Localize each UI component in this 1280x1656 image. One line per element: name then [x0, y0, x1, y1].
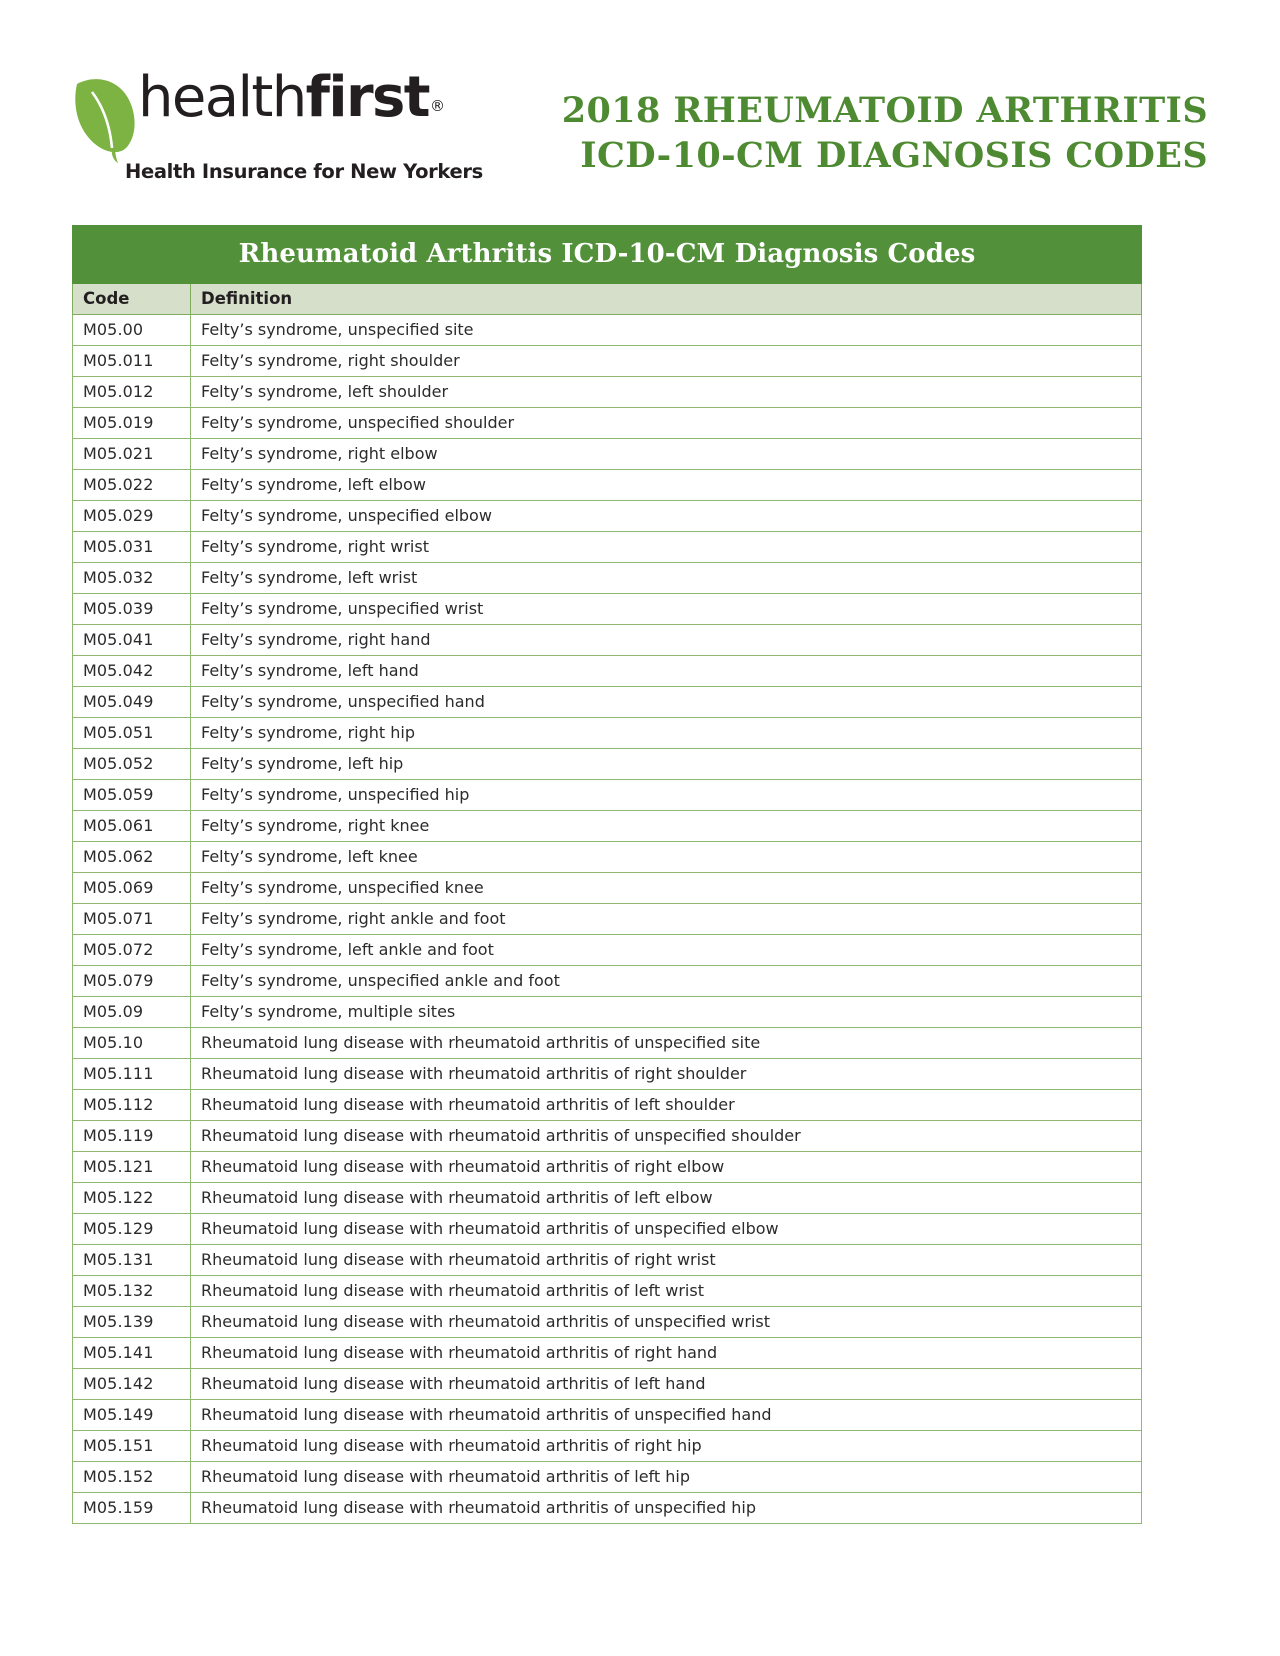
cell-code: M05.062 — [73, 842, 191, 873]
cell-definition: Rheumatoid lung disease with rheumatoid arthritis of left hip — [191, 1462, 1142, 1493]
cell-code: M05.10 — [73, 1028, 191, 1059]
table-row — [73, 1369, 1142, 1400]
cell-code: M05.061 — [73, 811, 191, 842]
cell-definition: Rheumatoid lung disease with rheumatoid arthritis of unspecified elbow — [191, 1214, 1142, 1245]
table-row — [73, 470, 1142, 501]
cell-definition: Felty’s syndrome, unspecified hand — [191, 687, 1142, 718]
cell-code: M05.041 — [73, 625, 191, 656]
table-row — [73, 1245, 1142, 1276]
codes-table-container — [72, 225, 1142, 1524]
table-row — [73, 563, 1142, 594]
cell-code: M05.072 — [73, 935, 191, 966]
table-body — [73, 315, 1142, 1524]
cell-definition: Rheumatoid lung disease with rheumatoid arthritis of unspecified hand — [191, 1400, 1142, 1431]
table-row — [73, 811, 1142, 842]
column-header-definition: Definition — [191, 284, 1142, 315]
table-row — [73, 718, 1142, 749]
cell-definition: Rheumatoid lung disease with rheumatoid arthritis of right shoulder — [191, 1059, 1142, 1090]
cell-definition: Felty’s syndrome, right knee — [191, 811, 1142, 842]
cell-code: M05.121 — [73, 1152, 191, 1183]
cell-definition: Rheumatoid lung disease with rheumatoid arthritis of left shoulder — [191, 1090, 1142, 1121]
cell-definition: Felty’s syndrome, left elbow — [191, 470, 1142, 501]
table-row — [73, 1059, 1142, 1090]
cell-code: M05.012 — [73, 377, 191, 408]
cell-code: M05.049 — [73, 687, 191, 718]
cell-code: M05.122 — [73, 1183, 191, 1214]
diagnosis-codes-table — [72, 225, 1142, 1524]
table-row — [73, 687, 1142, 718]
cell-definition: Felty’s syndrome, left ankle and foot — [191, 935, 1142, 966]
cell-definition: Rheumatoid lung disease with rheumatoid arthritis of unspecified hip — [191, 1493, 1142, 1524]
cell-code: M05.141 — [73, 1338, 191, 1369]
table-row — [73, 1152, 1142, 1183]
cell-code: M05.139 — [73, 1307, 191, 1338]
table-row — [73, 1338, 1142, 1369]
cell-definition: Rheumatoid lung disease with rheumatoid arthritis of left wrist — [191, 1276, 1142, 1307]
table-row — [73, 904, 1142, 935]
table-row — [73, 594, 1142, 625]
document-title-line-2: ICD-10-CM DIAGNOSIS CODES — [580, 135, 1208, 176]
cell-code: M05.032 — [73, 563, 191, 594]
table-row — [73, 997, 1142, 1028]
table-row — [73, 842, 1142, 873]
cell-definition: Felty’s syndrome, right elbow — [191, 439, 1142, 470]
cell-code: M05.00 — [73, 315, 191, 346]
cell-definition: Rheumatoid lung disease with rheumatoid arthritis of right hand — [191, 1338, 1142, 1369]
cell-code: M05.069 — [73, 873, 191, 904]
cell-definition: Felty’s syndrome, unspecified wrist — [191, 594, 1142, 625]
registered-trademark-icon: ® — [429, 97, 444, 115]
table-row — [73, 749, 1142, 780]
table-row — [73, 1400, 1142, 1431]
healthfirst-logo — [68, 62, 483, 183]
brand-name-light: health — [138, 65, 306, 130]
cell-code: M05.079 — [73, 966, 191, 997]
table-header-row — [73, 284, 1142, 315]
cell-definition: Felty’s syndrome, multiple sites — [191, 997, 1142, 1028]
table-row — [73, 656, 1142, 687]
table-row — [73, 1431, 1142, 1462]
brand-tagline: Health Insurance for New Yorkers — [125, 160, 483, 183]
cell-code: M05.119 — [73, 1121, 191, 1152]
brand-mark — [68, 65, 444, 164]
cell-code: M05.019 — [73, 408, 191, 439]
cell-code: M05.021 — [73, 439, 191, 470]
cell-code: M05.039 — [73, 594, 191, 625]
cell-code: M05.142 — [73, 1369, 191, 1400]
table-row — [73, 1462, 1142, 1493]
cell-definition: Rheumatoid lung disease with rheumatoid arthritis of left hand — [191, 1369, 1142, 1400]
page-header — [0, 0, 1280, 183]
cell-definition: Felty’s syndrome, unspecified shoulder — [191, 408, 1142, 439]
document-title-line-1: 2018 RHEUMATOID ARTHRITIS — [561, 90, 1208, 131]
cell-definition: Rheumatoid lung disease with rheumatoid arthritis of unspecified wrist — [191, 1307, 1142, 1338]
table-row — [73, 1090, 1142, 1121]
cell-code: M05.031 — [73, 532, 191, 563]
cell-definition: Felty’s syndrome, right hand — [191, 625, 1142, 656]
cell-definition: Rheumatoid lung disease with rheumatoid arthritis of right hip — [191, 1431, 1142, 1462]
table-row — [73, 1276, 1142, 1307]
cell-definition: Felty’s syndrome, right shoulder — [191, 346, 1142, 377]
table-row — [73, 1183, 1142, 1214]
cell-definition: Felty’s syndrome, unspecified hip — [191, 780, 1142, 811]
table-row — [73, 873, 1142, 904]
table-row — [73, 532, 1142, 563]
table-row — [73, 935, 1142, 966]
cell-definition: Felty’s syndrome, left knee — [191, 842, 1142, 873]
cell-definition: Felty’s syndrome, right ankle and foot — [191, 904, 1142, 935]
table-row — [73, 1028, 1142, 1059]
cell-definition: Felty’s syndrome, left wrist — [191, 563, 1142, 594]
cell-definition: Rheumatoid lung disease with rheumatoid arthritis of unspecified shoulder — [191, 1121, 1142, 1152]
cell-definition: Felty’s syndrome, right hip — [191, 718, 1142, 749]
cell-code: M05.071 — [73, 904, 191, 935]
cell-definition: Felty’s syndrome, unspecified elbow — [191, 501, 1142, 532]
table-header — [73, 284, 1142, 315]
cell-code: M05.159 — [73, 1493, 191, 1524]
table-row — [73, 377, 1142, 408]
cell-code: M05.022 — [73, 470, 191, 501]
table-row — [73, 315, 1142, 346]
cell-code: M05.131 — [73, 1245, 191, 1276]
table-row — [73, 1493, 1142, 1524]
cell-definition: Felty’s syndrome, unspecified site — [191, 315, 1142, 346]
cell-definition: Felty’s syndrome, unspecified knee — [191, 873, 1142, 904]
table-row — [73, 501, 1142, 532]
cell-code: M05.152 — [73, 1462, 191, 1493]
cell-code: M05.129 — [73, 1214, 191, 1245]
leaf-icon — [68, 68, 142, 164]
cell-code: M05.042 — [73, 656, 191, 687]
cell-definition: Rheumatoid lung disease with rheumatoid arthritis of right wrist — [191, 1245, 1142, 1276]
table-caption: Rheumatoid Arthritis ICD-10-CM Diagnosis Codes — [72, 225, 1142, 284]
cell-code: M05.149 — [73, 1400, 191, 1431]
table-row — [73, 1121, 1142, 1152]
cell-code: M05.011 — [73, 346, 191, 377]
cell-code: M05.112 — [73, 1090, 191, 1121]
cell-definition: Felty’s syndrome, left hand — [191, 656, 1142, 687]
cell-definition: Rheumatoid lung disease with rheumatoid arthritis of unspecified site — [191, 1028, 1142, 1059]
cell-definition: Felty’s syndrome, right wrist — [191, 532, 1142, 563]
cell-code: M05.029 — [73, 501, 191, 532]
table-row — [73, 439, 1142, 470]
cell-code: M05.132 — [73, 1276, 191, 1307]
table-row — [73, 408, 1142, 439]
column-header-code: Code — [73, 284, 191, 315]
cell-definition: Rheumatoid lung disease with rheumatoid arthritis of right elbow — [191, 1152, 1142, 1183]
cell-definition: Felty’s syndrome, unspecified ankle and foot — [191, 966, 1142, 997]
table-row — [73, 346, 1142, 377]
cell-code: M05.111 — [73, 1059, 191, 1090]
cell-code: M05.059 — [73, 780, 191, 811]
cell-code: M05.09 — [73, 997, 191, 1028]
table-row — [73, 625, 1142, 656]
brand-wordmark — [138, 66, 442, 130]
cell-code: M05.051 — [73, 718, 191, 749]
table-row — [73, 966, 1142, 997]
table-row — [73, 1214, 1142, 1245]
document-title — [418, 62, 1208, 178]
brand-name-bold: first — [305, 65, 429, 130]
cell-definition: Felty’s syndrome, left shoulder — [191, 377, 1142, 408]
cell-definition: Rheumatoid lung disease with rheumatoid arthritis of left elbow — [191, 1183, 1142, 1214]
cell-code: M05.052 — [73, 749, 191, 780]
table-row — [73, 780, 1142, 811]
table-row — [73, 1307, 1142, 1338]
cell-definition: Felty’s syndrome, left hip — [191, 749, 1142, 780]
cell-code: M05.151 — [73, 1431, 191, 1462]
